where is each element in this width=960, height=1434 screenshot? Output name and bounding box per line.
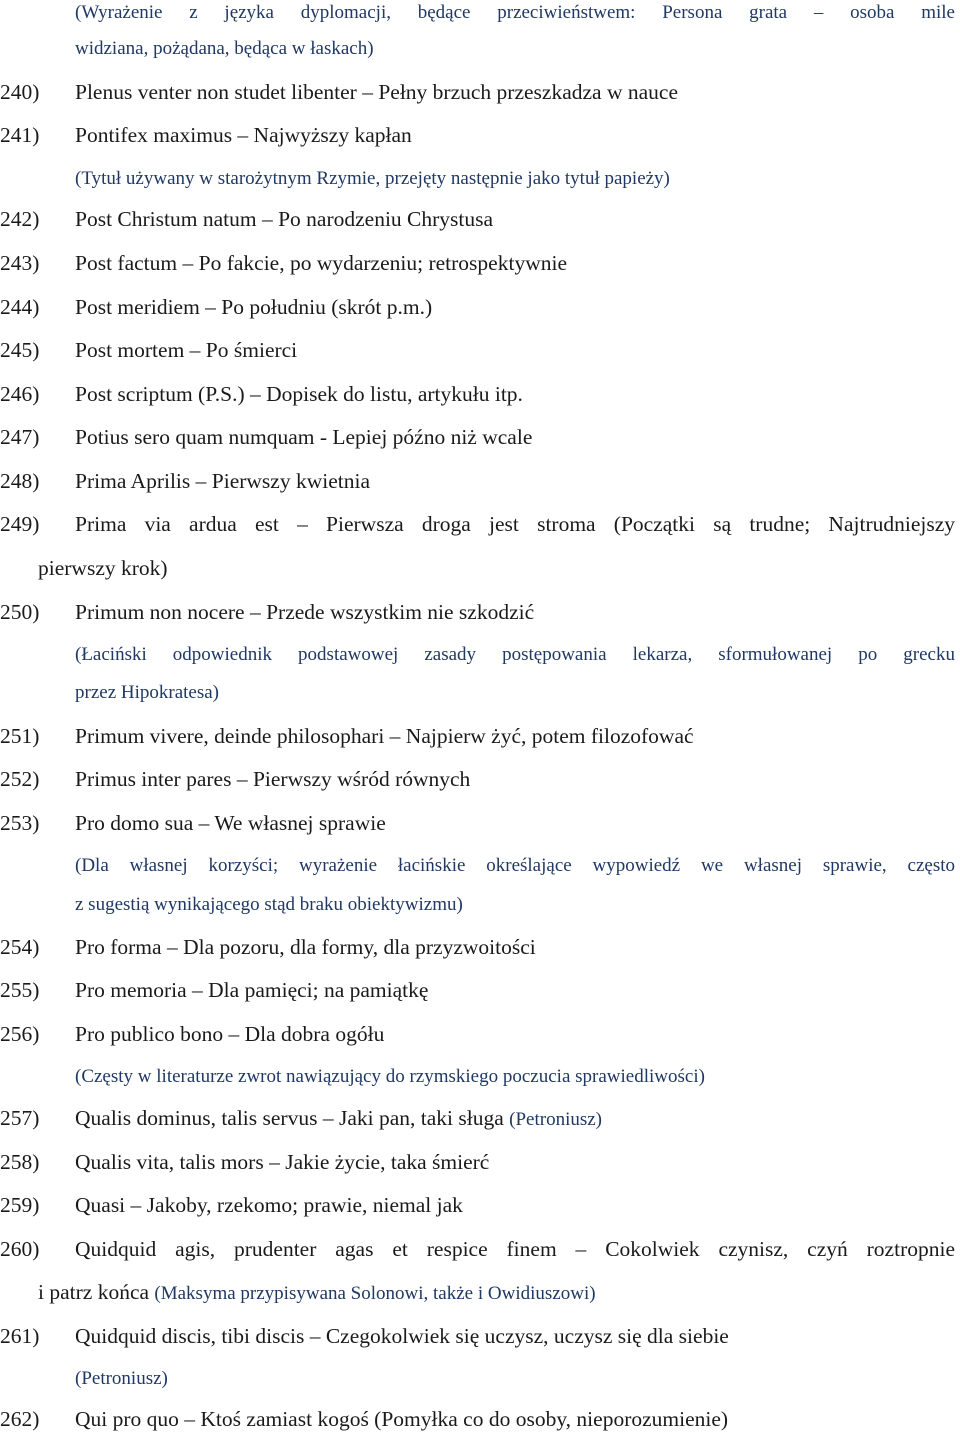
entry-text: Pro memoria – Dla pamięci; na pamiątkę (75, 978, 429, 1002)
entry-number: 256) (0, 1022, 40, 1046)
entry-source-note: (Maksyma przypisywana Solonowi, także i Owidiuszowi) (154, 1283, 596, 1304)
entry-source-note: (Petroniusz) (509, 1109, 603, 1130)
entry-number: 257) (0, 1106, 40, 1130)
note-text: (Częsty w literaturze zwrot nawiązujący do rzymskiego poczucia sprawiedliwości) (75, 1066, 705, 1087)
entry-number: 245) (0, 338, 40, 362)
note-text: (Łaciński odpowiednik podstawowej zasady postępowania lekarza, sformułowanej po grecku (75, 644, 955, 665)
entry-text: Post Christum natum – Po narodzeniu Chrystusa (75, 207, 494, 231)
entry-number: 246) (0, 382, 40, 406)
entry-text: Primus inter pares – Pierwszy wśród równych (75, 767, 471, 791)
entry-number: 247) (0, 425, 40, 449)
entry-text: Pontifex maximus – Najwyższy kapłan (75, 123, 412, 147)
entry-text: Plenus venter non studet libenter – Pełny brzuch przeszkadza w nauce (75, 80, 678, 104)
entry-main-text: i patrz końca (38, 1280, 150, 1304)
entry-number: 241) (0, 123, 40, 147)
entry-number: 260) (0, 1237, 40, 1261)
note-text: (Dla własnej korzyści; wyrażenie łacińskie określające wypowiedź we własnej sprawie, często (75, 855, 955, 876)
entry-text: Post meridiem – Po południu (skrót p.m.) (75, 295, 433, 319)
entry-text: Post scriptum (P.S.) – Dopisek do listu, artykułu itp. (75, 382, 523, 406)
entry-text: Pro domo sua – We własnej sprawie (75, 811, 386, 835)
entry-text: Quidquid agis, prudenter agas et respice finem – Cokolwiek czynisz, czyń roztropnie (75, 1237, 955, 1261)
entry-text (38, 1278, 596, 1308)
entry-text: Prima via ardua est – Pierwsza droga jest stroma (Początki są trudne; Najtrudniejszy (75, 512, 955, 536)
entry-text: Primum non nocere – Przede wszystkim nie szkodzić (75, 600, 535, 624)
entry-number: 253) (0, 811, 40, 835)
entry-text: Quasi – Jakoby, rzekomo; prawie, niemal jak (75, 1193, 463, 1217)
note-text: (Wyrażenie z języka dyplomacji, będące przeciwieństwem: Persona grata – osoba mile (75, 2, 955, 23)
entry-number: 250) (0, 600, 40, 624)
entry-number: 243) (0, 251, 40, 275)
entry-text: Post factum – Po fakcie, po wydarzeniu; retrospektywnie (75, 251, 567, 275)
entry-text: Qualis vita, talis mors – Jakie życie, taka śmierć (75, 1150, 490, 1174)
note-text: (Tytuł używany w starożytnym Rzymie, przejęty następnie jako tytuł papieży) (75, 168, 670, 189)
entry-number: 248) (0, 469, 40, 493)
entry-text: Qui pro quo – Ktoś zamiast kogoś (Pomyłka co do osoby, nieporozumienie) (75, 1407, 729, 1431)
entry-number: 258) (0, 1150, 40, 1174)
entry-text (75, 1104, 602, 1134)
entry-text: pierwszy krok) (38, 556, 168, 580)
note-text: z sugestią wynikającego stąd braku obiektywizmu) (75, 894, 463, 915)
entry-text: Primum vivere, deinde philosophari – Najpierw żyć, potem filozofować (75, 724, 694, 748)
entry-number: 255) (0, 978, 40, 1002)
entry-number: 251) (0, 724, 40, 748)
entry-text: Prima Aprilis – Pierwszy kwietnia (75, 469, 370, 493)
entry-number: 240) (0, 80, 40, 104)
entry-text: Potius sero quam numquam - Lepiej późno niż wcale (75, 425, 533, 449)
note-text: przez Hipokratesa) (75, 682, 220, 703)
entry-number: 254) (0, 935, 40, 959)
entry-text: Quidquid discis, tibi discis – Czegokolwiek się uczysz, uczysz się dla siebie (75, 1324, 729, 1348)
entry-number: 261) (0, 1324, 40, 1348)
entry-main-text: Qualis dominus, talis servus – Jaki pan, taki sługa (75, 1106, 504, 1130)
entry-number: 244) (0, 295, 40, 319)
entry-text: Post mortem – Po śmierci (75, 338, 298, 362)
entry-text: Pro forma – Dla pozoru, dla formy, dla przyzwoitości (75, 935, 536, 959)
entry-number: 242) (0, 207, 40, 231)
note-text: (Petroniusz) (75, 1368, 168, 1389)
entry-number: 249) (0, 512, 40, 536)
entry-number: 259) (0, 1193, 40, 1217)
entry-text: Pro publico bono – Dla dobra ogółu (75, 1022, 385, 1046)
entry-number: 262) (0, 1407, 40, 1431)
entry-number: 252) (0, 767, 40, 791)
note-text: widziana, pożądana, będąca w łaskach) (75, 38, 374, 59)
